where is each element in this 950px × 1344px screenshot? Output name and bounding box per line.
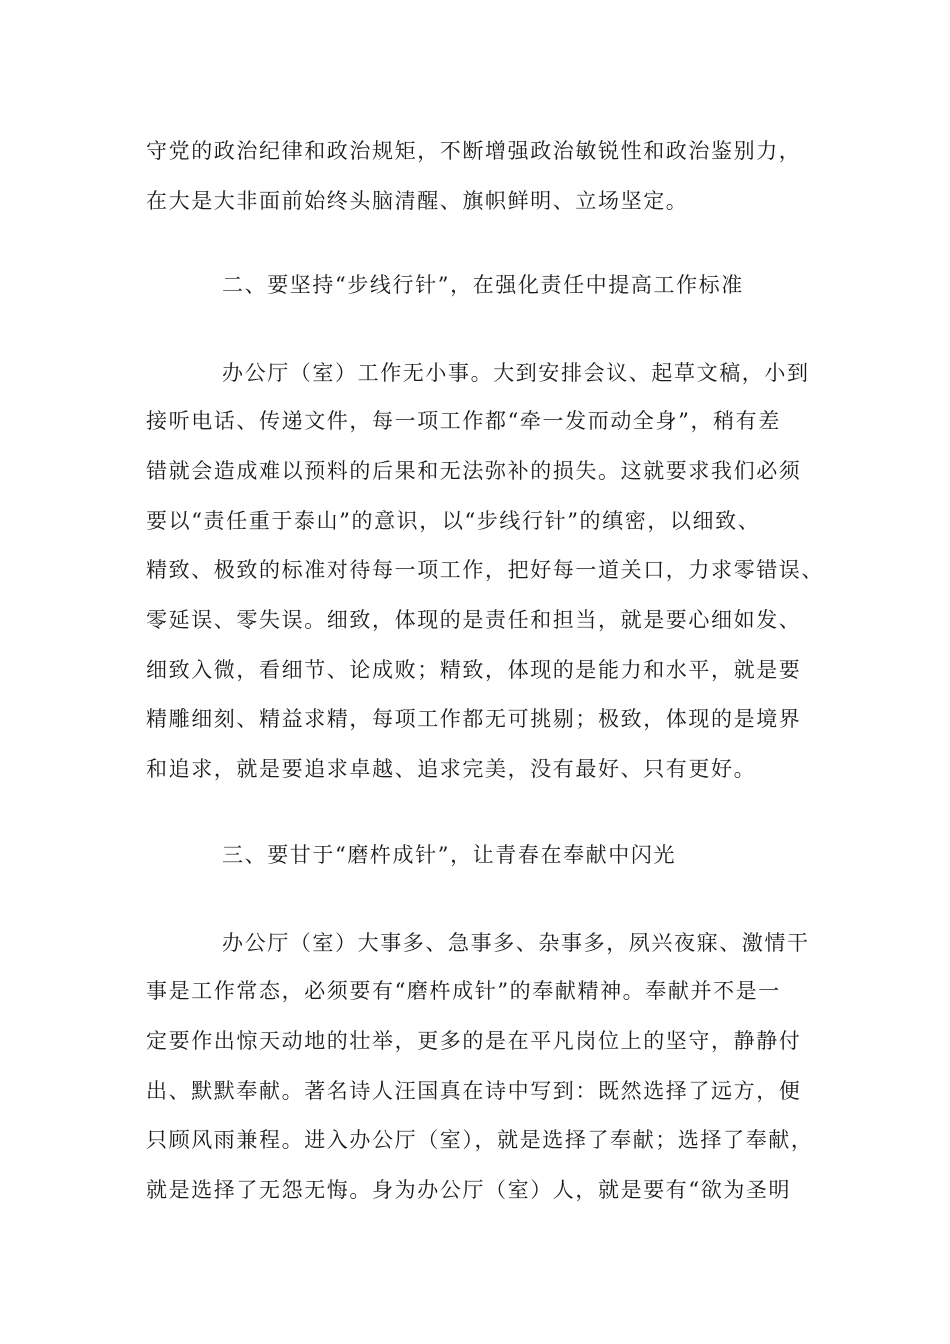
section-2-line-1: 办公厅（室）工作无小事。大到安排会议、起草文稿，小到 xyxy=(222,361,810,385)
section-2-line-7: 细致入微，看细节、论成败；精致，体现的是能力和水平，就是要 xyxy=(146,658,802,682)
section-2-line-3: 错就会造成难以预料的后果和无法弥补的损失。这就要求我们必须 xyxy=(146,459,802,483)
section-2-line-8: 精雕细刻、精益求精，每项工作都无可挑剔；极致，体现的是境界 xyxy=(146,707,802,731)
section-3-line-2: 事是工作常态，必须要有“磨杵成针”的奉献精神。奉献并不是一 xyxy=(146,979,781,1003)
section-2-line-9: 和追求，就是要追求卓越、追求完美，没有最好、只有更好。 xyxy=(146,757,757,781)
section-3-line-3: 定要作出惊天动地的壮举，更多的是在平凡岗位上的坚守，静静付 xyxy=(146,1029,802,1053)
section-3-heading: 三、要甘于“磨杵成针”，让青春在奉献中闪光 xyxy=(222,843,677,867)
section-3-line-1: 办公厅（室）大事多、急事多、杂事多，夙兴夜寐、激情干 xyxy=(222,931,810,955)
section-2-line-5: 精致、极致的标准对待每一项工作，把好每一道关口，力求零错误、 xyxy=(146,558,824,582)
section-2-heading: 二、要坚持“步线行针”，在强化责任中提高工作标准 xyxy=(222,273,744,297)
section-2-line-2: 接听电话、传递文件，每一项工作都“牵一发而动全身”，稍有差 xyxy=(146,409,781,433)
section-2-line-4: 要以“责任重于泰山”的意识，以“步线行针”的缜密，以细致、 xyxy=(146,509,761,533)
intro-line-2: 在大是大非面前始终头脑清醒、旗帜鲜明、立场坚定。 xyxy=(146,189,689,213)
section-3-line-6: 就是选择了无怨无悔。身为办公厅（室）人，就是要有“欲为圣明 xyxy=(146,1178,792,1202)
intro-line-1: 守党的政治纪律和政治规矩，不断增强政治敏锐性和政治鉴别力， xyxy=(146,139,802,163)
section-3-line-5: 只顾风雨兼程。进入办公厅（室），就是选择了奉献；选择了奉献， xyxy=(146,1128,814,1152)
section-3-line-4: 出、默默奉献。著名诗人汪国真在诗中写到：既然选择了远方，便 xyxy=(146,1079,802,1103)
section-2-line-6: 零延误、零失误。细致，体现的是责任和担当，就是要心细如发、 xyxy=(146,608,802,632)
